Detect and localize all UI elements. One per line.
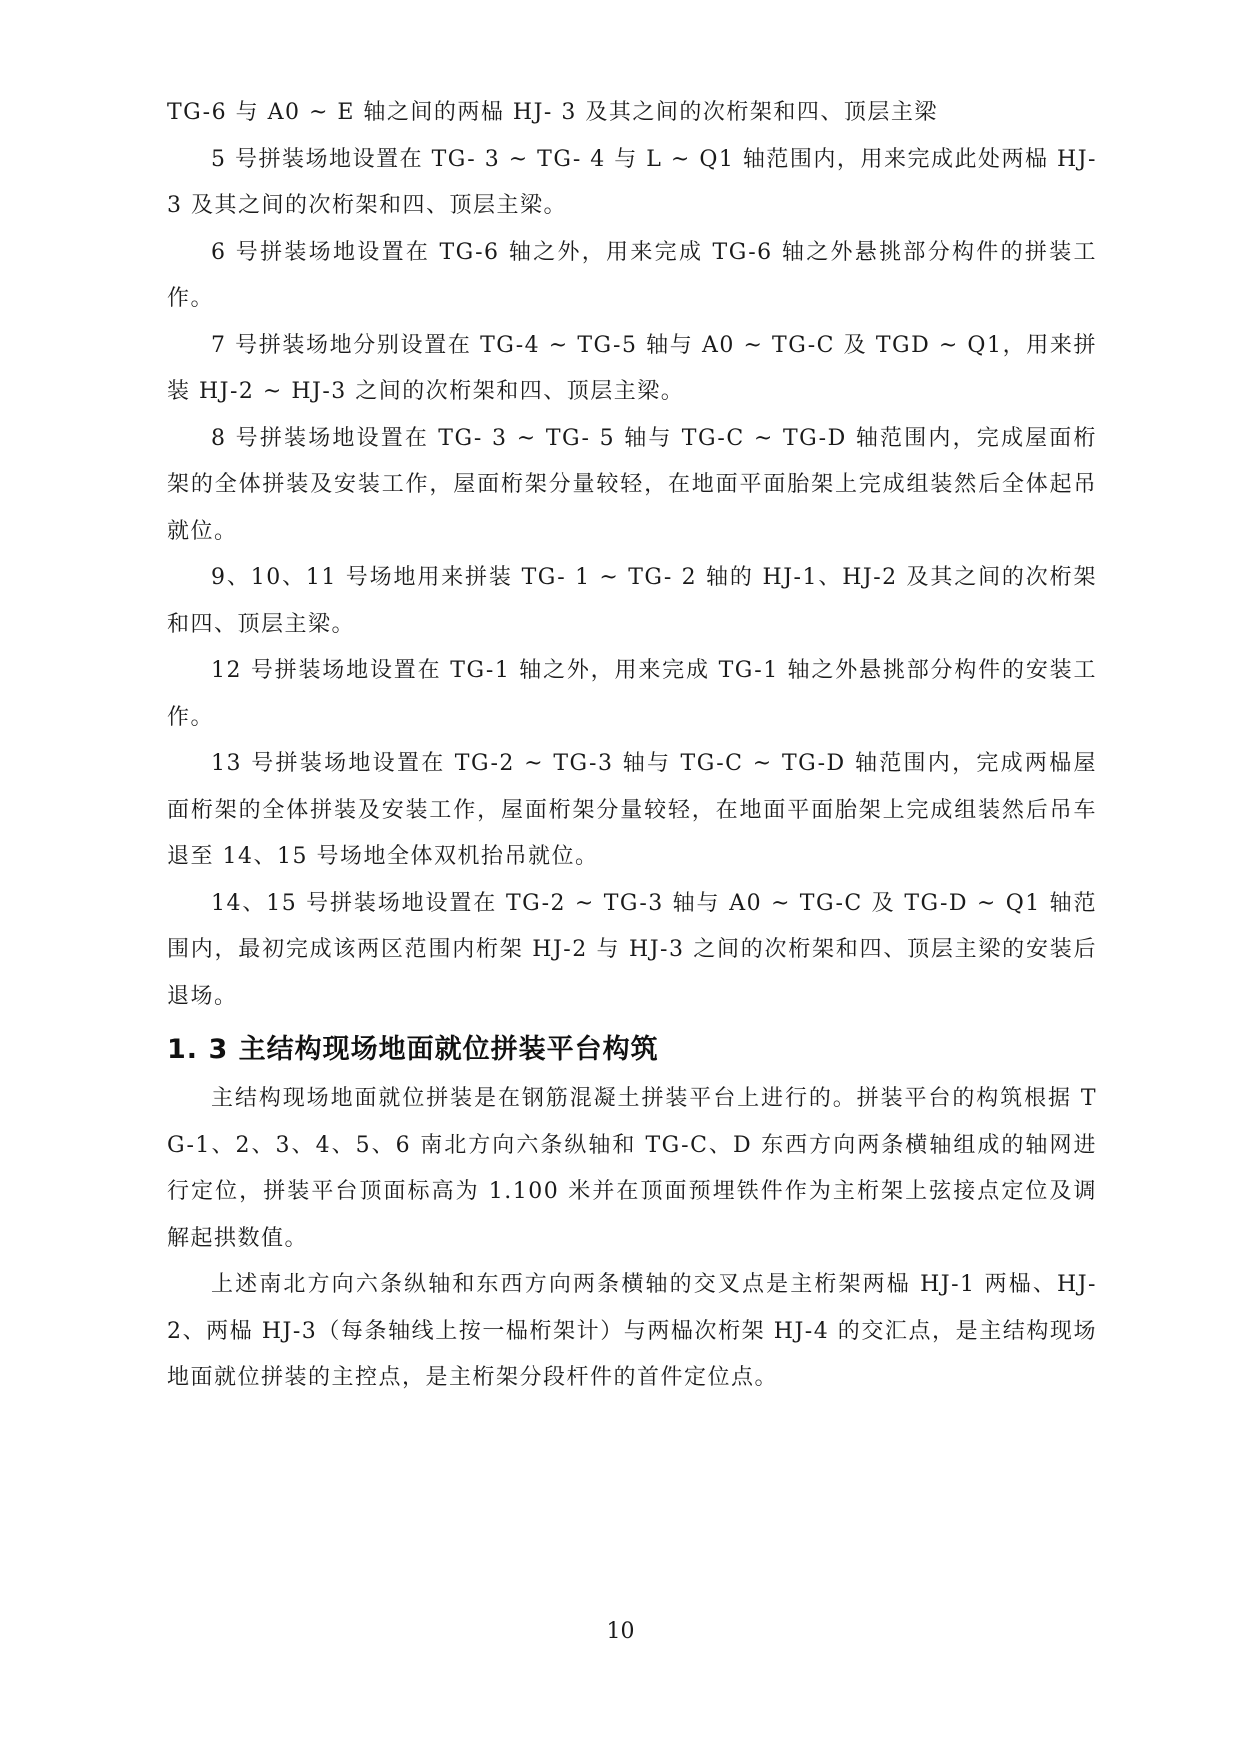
paragraph: 13 号拼装场地设置在 TG-2 ~ TG-3 轴与 TG-C ~ TG-D 轴范围内，完成两榀屋面桁架的全体拼装及安装工作，屋面桁架分量较轻，在地面平面胎架上完成组装然后吊车退至 14、15 号场地全体双机抬吊就位。 [167, 751, 1097, 869]
paragraph: 12 号拼装场地设置在 TG-1 轴之外，用来完成 TG-1 轴之外悬挑部分构件的安装工作。 [167, 658, 1097, 730]
paragraph: 7 号拼装场地分别设置在 TG-4 ~ TG-5 轴与 A0 ~ TG-C 及 TGD ~ Q1，用来拼装 HJ-2 ~ HJ-3 之间的次桁架和四、顶层主梁。 [167, 332, 1097, 404]
paragraph: 14、15 号拼装场地设置在 TG-2 ~ TG-3 轴与 A0 ~ TG-C 及 TG-D ~ Q1 轴范围内，最初完成该两区范围内桁架 HJ-2 与 HJ-3 之间的次桁架和四、顶层主梁的安装后退场。 [167, 890, 1097, 1009]
paragraph: 6 号拼装场地设置在 TG-6 轴之外，用来完成 TG-6 轴之外悬挑部分构件的拼装工作。 [167, 239, 1097, 311]
paragraph: TG-6 与 A0 ~ E 轴之间的两榀 HJ- 3 及其之间的次桁架和四、顶层主梁 [167, 100, 938, 125]
page-number: 10 [606, 1619, 635, 1644]
section-heading: 1. 3 主结构现场地面就位拼装平台构筑 [167, 1034, 659, 1065]
paragraph: 5 号拼装场地设置在 TG- 3 ~ TG- 4 与 L ~ Q1 轴范围内，用来完成此处两榀 HJ- 3 及其之间的次桁架和四、顶层主梁。 [167, 146, 1097, 218]
paragraph: 主结构现场地面就位拼装是在钢筋混凝土拼装平台上进行的。拼装平台的构筑根据 TG-1、2、3、4、5、6 南北方向六条纵轴和 TG-C、D 东西方向两条横轴组成的轴网进行定位，拼装平台顶面标高为 1.100 米并在顶面预埋铁件作为主桁架上弦接点定位及调解起拱数值。 [167, 1086, 1097, 1251]
page-body [167, 90, 1097, 1402]
paragraph: 8 号拼装场地设置在 TG- 3 ~ TG- 5 轴与 TG-C ~ TG-D 轴范围内，完成屋面桁架的全体拼装及安装工作，屋面桁架分量较轻，在地面平面胎架上完成组装然后全体起吊就位。 [167, 425, 1097, 544]
paragraph: 9、10、11 号场地用来拼装 TG- 1 ~ TG- 2 轴的 HJ-1、HJ-2 及其之间的次桁架和四、顶层主梁。 [167, 565, 1097, 637]
paragraph: 上述南北方向六条纵轴和东西方向两条横轴的交叉点是主桁架两榀 HJ-1 两榀、HJ-2、两榀 HJ-3（每条轴线上按一榀桁架计）与两榀次桁架 HJ-4 的交汇点，是主结构现场地面就位拼装的主控点，是主桁架分段杆件的首件定位点。 [167, 1272, 1097, 1390]
